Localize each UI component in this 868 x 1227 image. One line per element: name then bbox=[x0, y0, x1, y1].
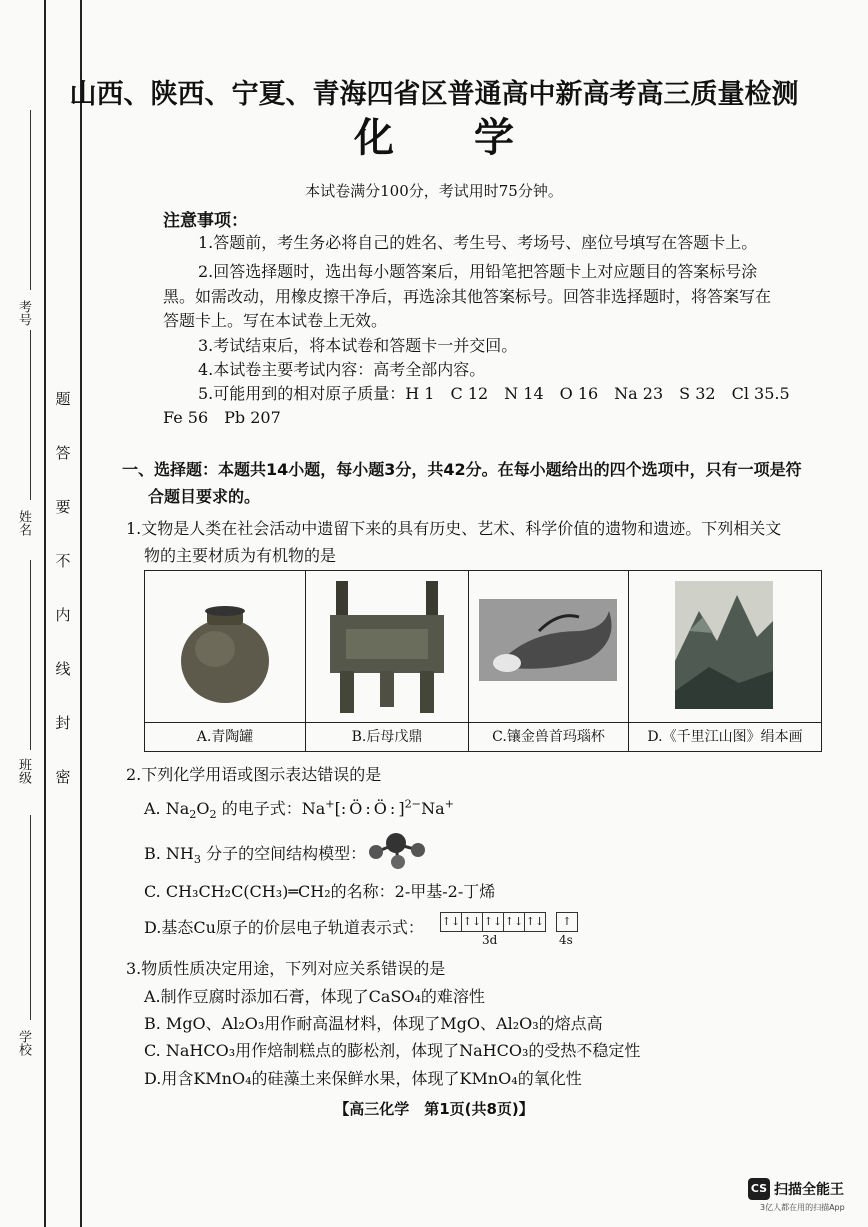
notice-item-5a: 5.可能用到的相对原子质量：H 1 C 12 N 14 O 16 Na 23 S 32 Cl 35.5 bbox=[198, 384, 790, 403]
q2-a-mid: 的电子式：Na bbox=[221, 799, 326, 818]
q3-stem: 3.物质性质决定用途，下列对应关系错误的是 bbox=[126, 959, 446, 978]
q2-b-tail: 分子的空间结构模型： bbox=[206, 844, 367, 863]
option-d-caption: D.《千里江山图》绢本画 bbox=[629, 722, 821, 751]
section-heading-cont: 合题目要求的。 bbox=[148, 487, 261, 506]
notice-heading: 注意事项： bbox=[163, 211, 248, 231]
q3-option-b: B. MgO、Al₂O₃用作耐高温材料，体现了MgO、Al₂O₃的熔点高 bbox=[144, 1014, 603, 1033]
warning-char: 密 bbox=[55, 768, 71, 786]
artifact-cell-a bbox=[145, 571, 306, 751]
name-label: 姓名 bbox=[16, 510, 31, 536]
scanner-name: 扫描全能王 bbox=[774, 1182, 844, 1198]
notice-item-1: 1.答题前，考生务必将自己的姓名、考生号、考场号、座位号填写在答题卡上。 bbox=[198, 233, 758, 252]
school-blank bbox=[30, 815, 31, 1020]
pottery-jar-image bbox=[145, 571, 306, 721]
q2-a-prefix: A. Na bbox=[144, 799, 190, 818]
warning-char: 要 bbox=[55, 498, 71, 516]
orbital-box: ↑↓ bbox=[504, 913, 525, 931]
notice-item-2a: 2.回答选择题时，选出每小题答案后，用铅笔把答题卡上对应题目的答案标号涂 bbox=[198, 262, 758, 281]
q2-a-end: Na bbox=[421, 799, 445, 818]
orbital-box: ↑↓ bbox=[525, 915, 545, 928]
warning-char: 题 bbox=[55, 390, 71, 408]
option-b-caption: B.后母戊鼎 bbox=[306, 722, 468, 751]
notice-item-2b: 黑。如需改动，用橡皮擦干净后，再选涂其他答案标号。回答非选择题时，将答案写在 bbox=[163, 287, 772, 306]
score-line: 本试卷满分100分，考试用时75分钟。 bbox=[305, 182, 563, 200]
agate-cup-image bbox=[469, 571, 629, 721]
warning-char: 线 bbox=[55, 660, 71, 678]
bronze-ding-image bbox=[306, 571, 469, 721]
warning-char: 不 bbox=[55, 552, 71, 570]
class-blank bbox=[30, 560, 31, 750]
q2-b-text: B. NH bbox=[144, 844, 194, 863]
warning-char: 答 bbox=[55, 444, 71, 462]
q2-option-b: B. $NH_3$ 分子的空间结构模型： bbox=[144, 844, 367, 867]
name-blank bbox=[30, 330, 31, 500]
orbital-box: ↑↓ bbox=[483, 913, 504, 931]
artifact-cell-c bbox=[469, 571, 629, 751]
notice-item-4: 4.本试卷主要考试内容：高考全部内容。 bbox=[198, 360, 486, 379]
option-c-caption: C.镶金兽首玛瑙杯 bbox=[469, 722, 628, 751]
notice-item-2c: 答题卡上。写在本试卷上无效。 bbox=[163, 311, 388, 330]
orbital-box: ↑↓ bbox=[441, 913, 462, 931]
artifact-cell-d bbox=[629, 571, 821, 751]
warning-char: 内 bbox=[55, 606, 71, 624]
artifact-table bbox=[144, 570, 822, 752]
exam-no-label: 考号 bbox=[16, 300, 31, 326]
camscanner-logo-icon: CS bbox=[748, 1178, 770, 1200]
orbital-box: ↑↓ bbox=[462, 913, 483, 931]
q2-stem: 2.下列化学用语或图示表达错误的是 bbox=[126, 765, 382, 784]
class-label: 班级 bbox=[16, 758, 31, 784]
school-label: 学校 bbox=[16, 1030, 31, 1056]
notice-item-5b: Fe 56 Pb 207 bbox=[163, 408, 281, 427]
option-a-caption: A.青陶罐 bbox=[145, 722, 305, 751]
cu-3d-orbital-boxes bbox=[440, 912, 546, 932]
q1-stem-1: 1.文物是人类在社会活动中遗留下来的具有历史、艺术、科学价值的遗物和遗迹。下列相关文 bbox=[126, 519, 782, 538]
q2-option-a: A. $Na_2O_2$ 的电子式：Na+[:Ö:Ö:]$^{2-}$Na+ bbox=[144, 797, 454, 822]
q3-option-c: C. NaHCO₃用作焙制糕点的膨松剂，体现了NaHCO₃的受热不稳定性 bbox=[144, 1041, 641, 1060]
warning-char: 封 bbox=[55, 714, 71, 732]
section-heading: 一、选择题：本题共14小题，每小题3分，共42分。在每小题给出的四个选项中，只有一项是符 bbox=[122, 460, 802, 479]
q2-option-d: D.基态Cu原子的价层电子轨道表示式： bbox=[144, 918, 424, 937]
landscape-painting-image bbox=[629, 571, 821, 721]
page-footer: 【高三化学 第1页(共8页)】 bbox=[334, 1100, 534, 1118]
scanner-tagline: 3亿人都在用的扫描App bbox=[760, 1203, 845, 1212]
label-4s: 4s bbox=[559, 933, 573, 947]
exam-title: 山西、陕西、宁夏、青海四省区普通高中新高考高三质量检测 bbox=[69, 79, 799, 110]
notice-item-3: 3.考试结束后，将本试卷和答题卡一并交回。 bbox=[198, 336, 518, 355]
q2-option-c: C. CH₃CH₂C(CH₃)═CH₂的名称：2-甲基-2-丁烯 bbox=[144, 882, 496, 901]
label-3d: 3d bbox=[482, 933, 498, 947]
q3-option-d: D.用含KMnO₄的硅藻土来保鲜水果，体现了KMnO₄的氧化性 bbox=[144, 1069, 582, 1088]
subject-title: 化学 bbox=[354, 115, 594, 161]
q3-option-a: A.制作豆腐时添加石膏，体现了CaSO₄的难溶性 bbox=[144, 987, 485, 1006]
q1-stem-2: 物的主要材质为有机物的是 bbox=[144, 546, 337, 565]
nh3-molecule-model-icon bbox=[362, 830, 432, 870]
cu-4s-orbital-box: ↑ bbox=[556, 912, 578, 932]
artifact-cell-b bbox=[306, 571, 469, 751]
